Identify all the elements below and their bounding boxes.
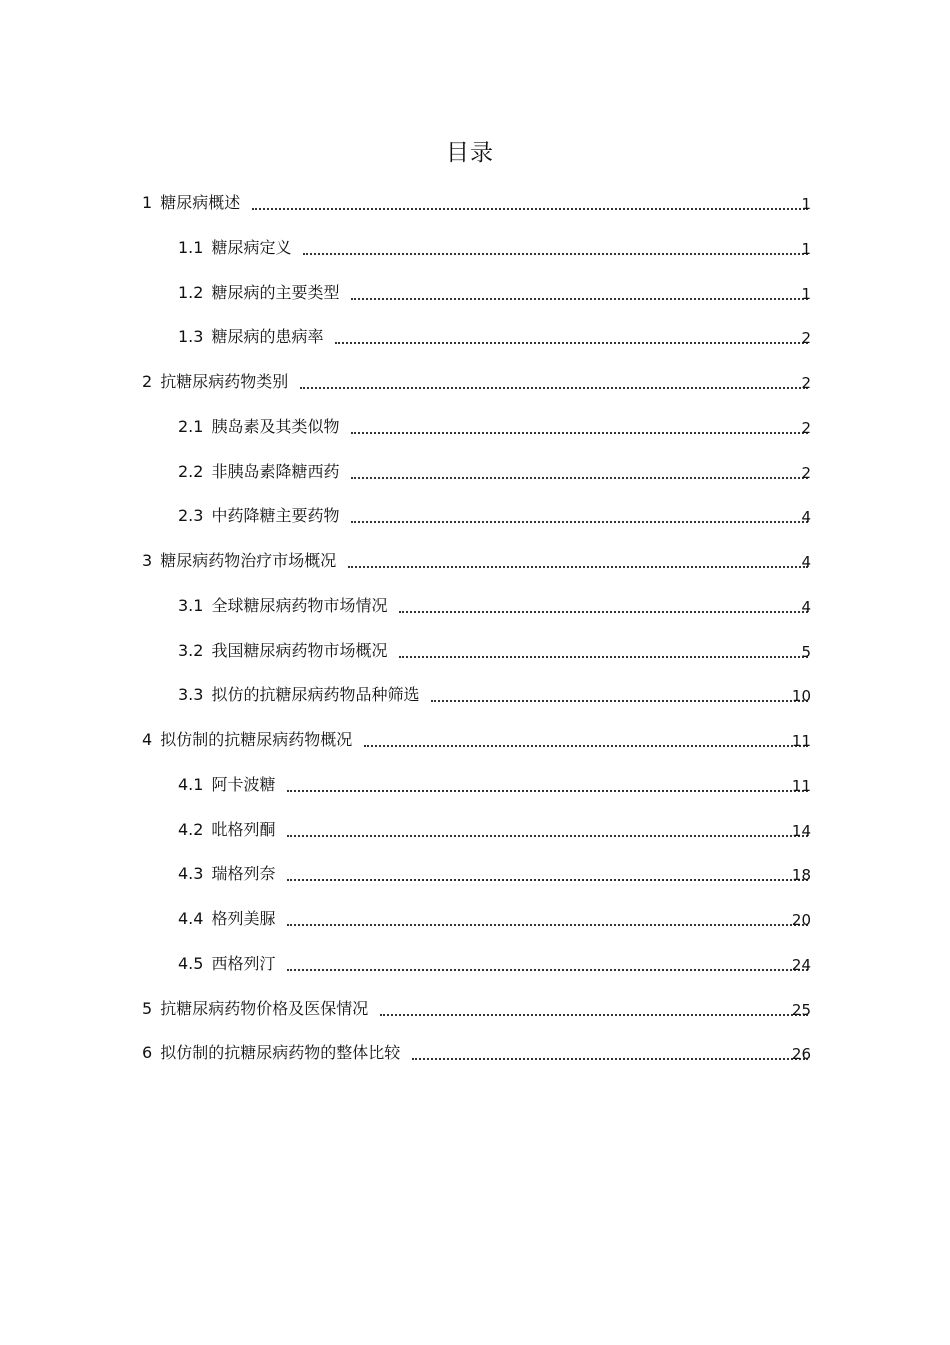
toc-entry-number: 4.2 bbox=[178, 819, 204, 839]
toc-page-number: 4 bbox=[801, 597, 811, 616]
toc-entry-text bbox=[178, 417, 339, 437]
toc-entry-text bbox=[142, 1043, 400, 1063]
toc-entry-label: 糖尿病的主要类型 bbox=[211, 282, 340, 302]
toc-entry-label: 全球糖尿病药物市场情况 bbox=[211, 595, 388, 615]
toc-page-number: 2 bbox=[801, 463, 811, 482]
toc-entry-text bbox=[178, 596, 387, 616]
toc-entry-number: 1.2 bbox=[178, 282, 204, 302]
toc-entry-label: 瑞格列奈 bbox=[211, 864, 276, 884]
toc-entry-number: 1.1 bbox=[178, 237, 204, 257]
toc-entry-number: 1.3 bbox=[178, 327, 204, 347]
toc-page-number: 11 bbox=[791, 732, 811, 750]
toc-entry-number: 3.1 bbox=[178, 595, 204, 615]
toc-entry-label: 拟仿的抗糖尿病药物品种筛选 bbox=[211, 685, 420, 705]
toc-entry-label: 我国糖尿病药物市场概况 bbox=[211, 640, 388, 660]
toc-page-number: 24 bbox=[791, 955, 811, 974]
toc-dot-leader bbox=[335, 342, 808, 344]
toc-entry[interactable] bbox=[0, 409, 950, 454]
toc-page-number: 1 bbox=[801, 195, 811, 213]
toc-dot-leader bbox=[351, 432, 808, 434]
toc-entry[interactable] bbox=[0, 812, 950, 857]
toc-entry-number: 2.1 bbox=[178, 416, 204, 436]
toc-entry-text bbox=[142, 999, 368, 1019]
toc-entry-text bbox=[142, 372, 288, 392]
toc-entry-number: 6 bbox=[142, 1043, 153, 1063]
toc-entry-number: 5 bbox=[142, 998, 153, 1018]
toc-entry-label: 拟仿制的抗糖尿病药物概况 bbox=[160, 730, 353, 749]
toc-entry-text bbox=[178, 954, 275, 974]
toc-entry[interactable] bbox=[0, 991, 950, 1036]
toc-page-number: 5 bbox=[801, 642, 811, 661]
toc-entry[interactable] bbox=[0, 364, 950, 409]
toc-page-number: 2 bbox=[801, 329, 811, 348]
toc-entry[interactable] bbox=[0, 543, 950, 588]
toc-page-number: 18 bbox=[791, 866, 811, 885]
toc-entry-label: 非胰岛素降糖西药 bbox=[211, 461, 340, 481]
toc-entry-number: 4.1 bbox=[178, 774, 204, 794]
toc-page-number: 1 bbox=[801, 284, 811, 303]
toc-entry[interactable] bbox=[0, 946, 950, 991]
toc-dot-leader bbox=[431, 700, 808, 702]
toc-list bbox=[0, 185, 950, 1080]
toc-entry-text bbox=[178, 864, 275, 884]
toc-entry-text bbox=[178, 327, 323, 347]
toc-entry-text bbox=[178, 641, 387, 661]
toc-dot-leader bbox=[399, 611, 808, 613]
toc-entry-number: 4.4 bbox=[178, 909, 204, 928]
toc-entry-label: 西格列汀 bbox=[211, 953, 276, 973]
toc-page-number: 11 bbox=[791, 776, 811, 795]
toc-page-number: 10 bbox=[791, 687, 811, 706]
toc-entry-text bbox=[142, 551, 336, 571]
toc-dot-leader bbox=[287, 835, 808, 837]
toc-dot-leader bbox=[287, 879, 808, 881]
toc-entry-label: 糖尿病定义 bbox=[211, 237, 292, 257]
toc-entry-label: 糖尿病的患病率 bbox=[211, 327, 324, 347]
toc-entry-text bbox=[178, 909, 275, 929]
toc-entry-number: 4.5 bbox=[178, 953, 204, 973]
toc-entry-text bbox=[178, 238, 291, 258]
toc-page-number: 4 bbox=[801, 508, 811, 527]
toc-entry-number: 2.3 bbox=[178, 506, 204, 526]
toc-entry-number: 2 bbox=[142, 372, 153, 391]
toc-entry-number: 4 bbox=[142, 730, 153, 749]
toc-entry-label: 胰岛素及其类似物 bbox=[211, 416, 340, 436]
toc-entry-text bbox=[178, 775, 275, 795]
toc-entry[interactable] bbox=[0, 588, 950, 633]
toc-entry-number: 2.2 bbox=[178, 461, 204, 481]
toc-dot-leader bbox=[300, 387, 808, 389]
toc-entry[interactable] bbox=[0, 319, 950, 364]
toc-entry[interactable] bbox=[0, 275, 950, 320]
toc-dot-leader bbox=[287, 969, 808, 971]
toc-dot-leader bbox=[303, 253, 808, 255]
toc-entry-number: 4.3 bbox=[178, 864, 204, 884]
toc-page-number: 1 bbox=[801, 239, 811, 258]
toc-entry-text bbox=[178, 820, 275, 840]
toc-entry-label: 中药降糖主要药物 bbox=[211, 506, 340, 526]
toc-dot-leader bbox=[351, 521, 808, 523]
toc-dot-leader bbox=[252, 208, 808, 210]
toc-entry-text bbox=[178, 283, 339, 303]
toc-entry[interactable] bbox=[0, 633, 950, 678]
toc-page-number: 25 bbox=[791, 1000, 811, 1019]
toc-entry[interactable] bbox=[0, 1035, 950, 1080]
toc-page-number: 20 bbox=[791, 911, 811, 929]
toc-entry-number: 3.3 bbox=[178, 685, 204, 705]
toc-dot-leader bbox=[412, 1058, 808, 1060]
toc-entry[interactable] bbox=[0, 230, 950, 275]
toc-entry[interactable] bbox=[0, 454, 950, 499]
toc-entry-label: 格列美脲 bbox=[211, 909, 276, 928]
toc-entry-label: 阿卡波糖 bbox=[211, 774, 276, 794]
toc-entry[interactable] bbox=[0, 767, 950, 812]
toc-entry-text bbox=[178, 506, 339, 526]
page-title: 目录 bbox=[446, 140, 494, 166]
toc-entry[interactable] bbox=[0, 498, 950, 543]
toc-dot-leader bbox=[364, 745, 808, 747]
toc-dot-leader bbox=[399, 656, 808, 658]
toc-entry-label: 糖尿病概述 bbox=[160, 193, 241, 212]
toc-entry-text bbox=[178, 462, 339, 482]
toc-entry-label: 糖尿病药物治疗市场概况 bbox=[160, 551, 337, 570]
toc-entry-number: 3.2 bbox=[178, 640, 204, 660]
toc-entry[interactable] bbox=[0, 901, 950, 946]
toc-dot-leader bbox=[287, 924, 808, 926]
toc-page-number: 2 bbox=[801, 374, 811, 392]
toc-entry[interactable] bbox=[0, 185, 950, 230]
toc-entry[interactable] bbox=[0, 722, 950, 767]
toc-dot-leader bbox=[380, 1014, 808, 1016]
toc-entry-text bbox=[142, 193, 240, 213]
toc-page-number: 26 bbox=[791, 1045, 811, 1064]
toc-entry-text bbox=[178, 685, 419, 705]
toc-page-number: 14 bbox=[791, 821, 811, 840]
toc-entry-label: 抗糖尿病药物类别 bbox=[160, 372, 289, 391]
toc-entry[interactable] bbox=[0, 856, 950, 901]
toc-entry-text bbox=[142, 730, 352, 750]
toc-entry-label: 抗糖尿病药物价格及医保情况 bbox=[160, 998, 369, 1018]
toc-entry-label: 拟仿制的抗糖尿病药物的整体比较 bbox=[160, 1043, 401, 1063]
toc-page-number: 2 bbox=[801, 418, 811, 437]
toc-entry-number: 3 bbox=[142, 551, 153, 570]
toc-dot-leader bbox=[351, 298, 808, 300]
toc-dot-leader bbox=[351, 477, 808, 479]
toc-dot-leader bbox=[348, 566, 808, 568]
toc-page-number: 4 bbox=[801, 553, 811, 571]
toc-dot-leader bbox=[287, 790, 808, 792]
toc-entry[interactable] bbox=[0, 677, 950, 722]
toc-entry-number: 1 bbox=[142, 193, 153, 212]
toc-entry-label: 吡格列酮 bbox=[211, 819, 276, 839]
